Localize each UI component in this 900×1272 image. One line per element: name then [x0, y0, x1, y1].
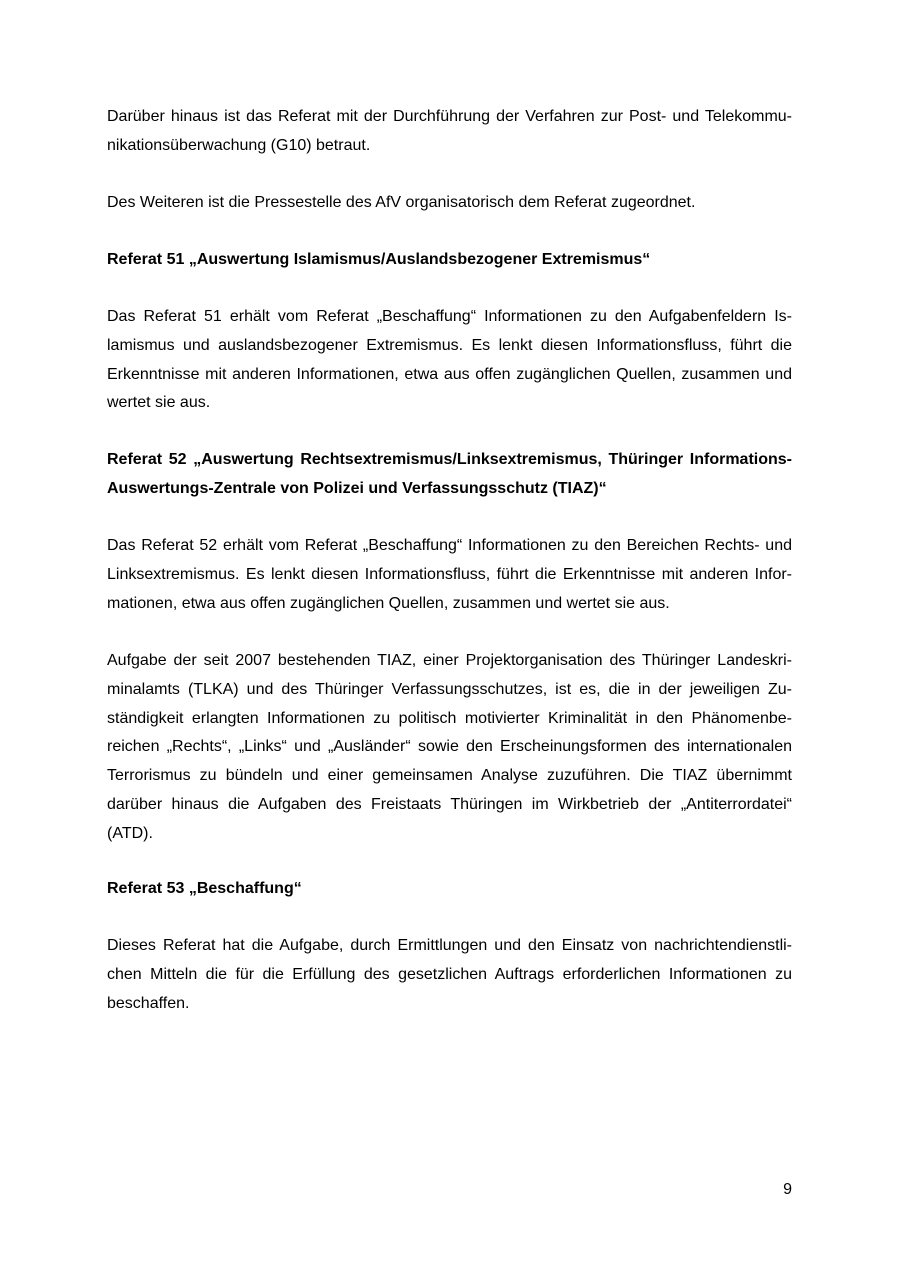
paragraph-referat-52: Das Referat 52 erhält vom Referat „Beschaffung“ Informationen zu den Bereichen Rechts- und Linksextremismus. Es lenkt diesen Informationsfluss, führt die Erkenntnisse mit anderen Informationen, etwa aus offen zugänglichen Quellen, zusammen und wertet sie aus.: [107, 537, 792, 612]
paragraph-g10-surveillance: Darüber hinaus ist das Referat mit der Durchführung der Verfahren zur Post- und Telekommunikationsüberwachung (G10) betraut.: [107, 108, 792, 154]
paragraph-referat-51: Das Referat 51 erhält vom Referat „Beschaffung“ Informationen zu den Aufgabenfeldern Islamismus und auslandsbezogener Extremismus. Es lenkt diesen Informationsfluss, führt die Erkenntnisse mit anderen Informationen, etwa aus offen zugänglichen Quellen, zusammen und wertet sie aus.: [107, 308, 792, 412]
heading-referat-52: Referat 52 „Auswertung Rechtsextremismus/Linksextremismus, Thüringer Informations-Auswertungs-Zentrale von Polizei und Verfassungsschutz (TIAZ)“: [107, 451, 792, 497]
paragraph-referat-53: Dieses Referat hat die Aufgabe, durch Ermittlungen und den Einsatz von nachrichtendienstlichen Mitteln die für die Erfüllung des gesetzlichen Auftrags erforderlichen Informationen zu beschaffen.: [107, 937, 792, 1012]
heading-referat-53: Referat 53 „Beschaffung“: [107, 880, 302, 897]
page-number: 9: [783, 1181, 792, 1198]
heading-referat-51: Referat 51 „Auswertung Islamismus/Auslandsbezogener Extremismus“: [107, 251, 651, 268]
paragraph-press-office: Des Weiteren ist die Pressestelle des AfV organisatorisch dem Referat zugeordnet.: [107, 194, 696, 211]
paragraph-tiaz: Aufgabe der seit 2007 bestehenden TIAZ, einer Projektorganisation des Thüringer Landeskriminalamts (TLKA) und des Thüringer Verfassungsschutzes, ist es, die in der jeweiligen Zuständigkeit erlangten Informationen zu politisch motivierter Kriminalität in den Phänomenbereichen „Rechts“, „Links“ und „Ausländer“ sowie den Erscheinungsformen des internationalen Terrorismus zu bündeln und einer gemeinsamen Analyse zuzuführen. Die TIAZ übernimmt darüber hinaus die Aufgaben des Freistaats Thüringen im Wirkbetrieb der „Antiterrordatei“ (ATD).: [107, 652, 792, 842]
